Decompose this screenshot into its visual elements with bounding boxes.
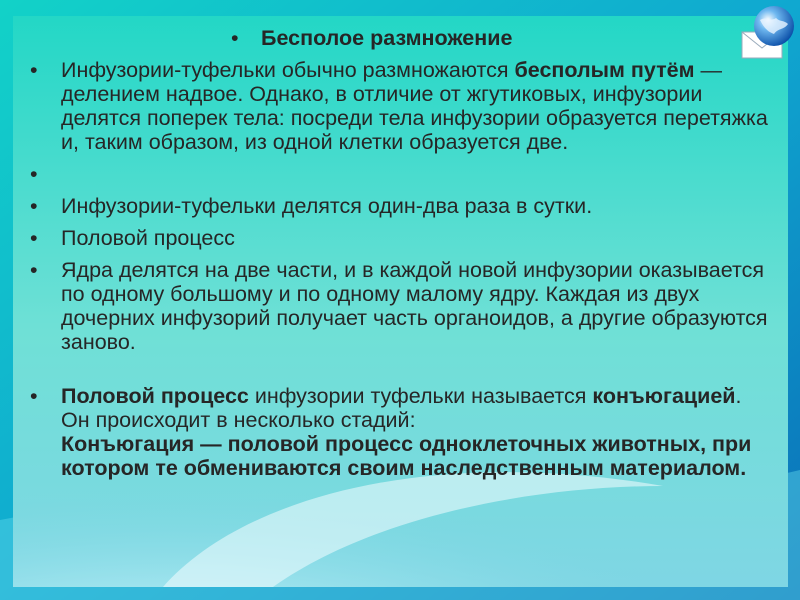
- conjugation-definition: Конъюгация — половой процесс одноклеточных животных, при котором те обмениваются своим наследственным материалом.: [61, 432, 752, 480]
- slide-heading: Бесполое размножение: [261, 26, 513, 50]
- p1-bold: бесполым путём: [514, 58, 695, 82]
- p4-text: Ядра делятся на две части, и в каждой новой инфузории оказывается по одному большому и по одному малому ядру. Каждая из двух дочерних инфузорий получает часть органоидов, а другие образуются заново.: [61, 258, 768, 354]
- paragraph-sexual-process-title: [28, 226, 768, 250]
- paragraph-asexual: [28, 58, 768, 154]
- paragraph-conjugation: [28, 384, 768, 480]
- paragraph-division-rate: [28, 194, 768, 218]
- heading-bullet: [28, 26, 768, 50]
- p1-text-before: Инфузории-туфельки обычно размножаются: [61, 58, 515, 82]
- slide-content: [28, 26, 768, 480]
- p2-text: Инфузории-туфельки делятся один-два раза в сутки.: [61, 194, 593, 218]
- paragraph-nuclei: [28, 258, 768, 354]
- empty-bullet: [28, 162, 768, 186]
- p5-bold2: конъюгацией: [592, 384, 736, 408]
- p1-text-after: — делением надвое. Однако, в отличие от жгутиковых, инфузории делятся поперек тела: посреди тела инфузории образуется перетяжка и, таким образом, из одной клетки образуется две.: [61, 58, 768, 154]
- p3-text: Половой процесс: [61, 226, 235, 250]
- p5-bold1: Половой процесс: [61, 384, 249, 408]
- p5-text1: инфузории туфельки называется: [248, 384, 593, 408]
- p5-text2: . Он происходит в несколько стадий:: [61, 384, 742, 432]
